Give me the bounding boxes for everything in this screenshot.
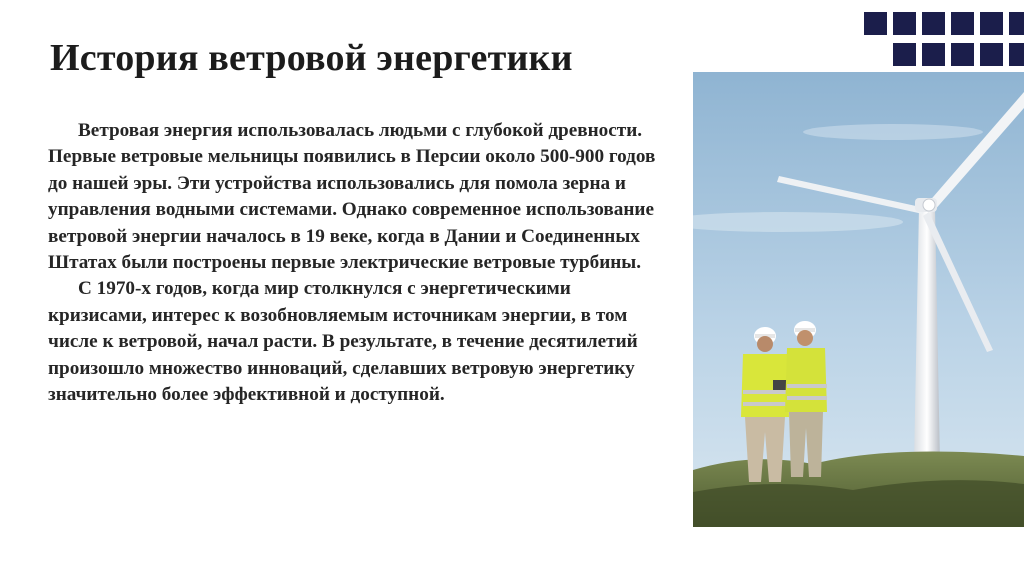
paragraph: Ветровая энергия использовалась людьми с глубокой древности. Первые ветровые мельницы появились в Персии около 500-900 годов до нашей эры. Эти устройства использовались для помола зерна и управления водными системами. Однако современное использование ветровой энергии началось в 19 веке, когда в Дании и Соединенных Штатах были построены первые электрические ветровые турбины.: [48, 120, 656, 274]
slide-body: [48, 118, 668, 408]
slide-title: История ветровой энергетики: [50, 37, 573, 79]
wind-turbine-engineers-photo: [693, 72, 1024, 527]
decor-square: [980, 12, 1003, 35]
decor-square: [951, 43, 974, 66]
decor-square: [922, 43, 945, 66]
decor-square: [922, 12, 945, 35]
decor-square: [864, 12, 887, 35]
wind-turbine-photo: [693, 72, 1024, 527]
decor-square: [893, 12, 916, 35]
decor-square: [1009, 12, 1024, 35]
decor-square: [951, 12, 974, 35]
paragraph: С 1970-х годов, когда мир столкнулся с энергетическими кризисами, интерес к возобновляемым источникам энергии, в том числе к ветровой, начал расти. В результате, в течение десятилетий произошло множество инноваций, сделавших ветровую энергетику значительно более эффективной и доступной.: [48, 278, 638, 406]
decor-square: [1009, 43, 1024, 66]
decor-square: [980, 43, 1003, 66]
decorative-squares: [864, 12, 1024, 68]
decor-square: [893, 43, 916, 66]
